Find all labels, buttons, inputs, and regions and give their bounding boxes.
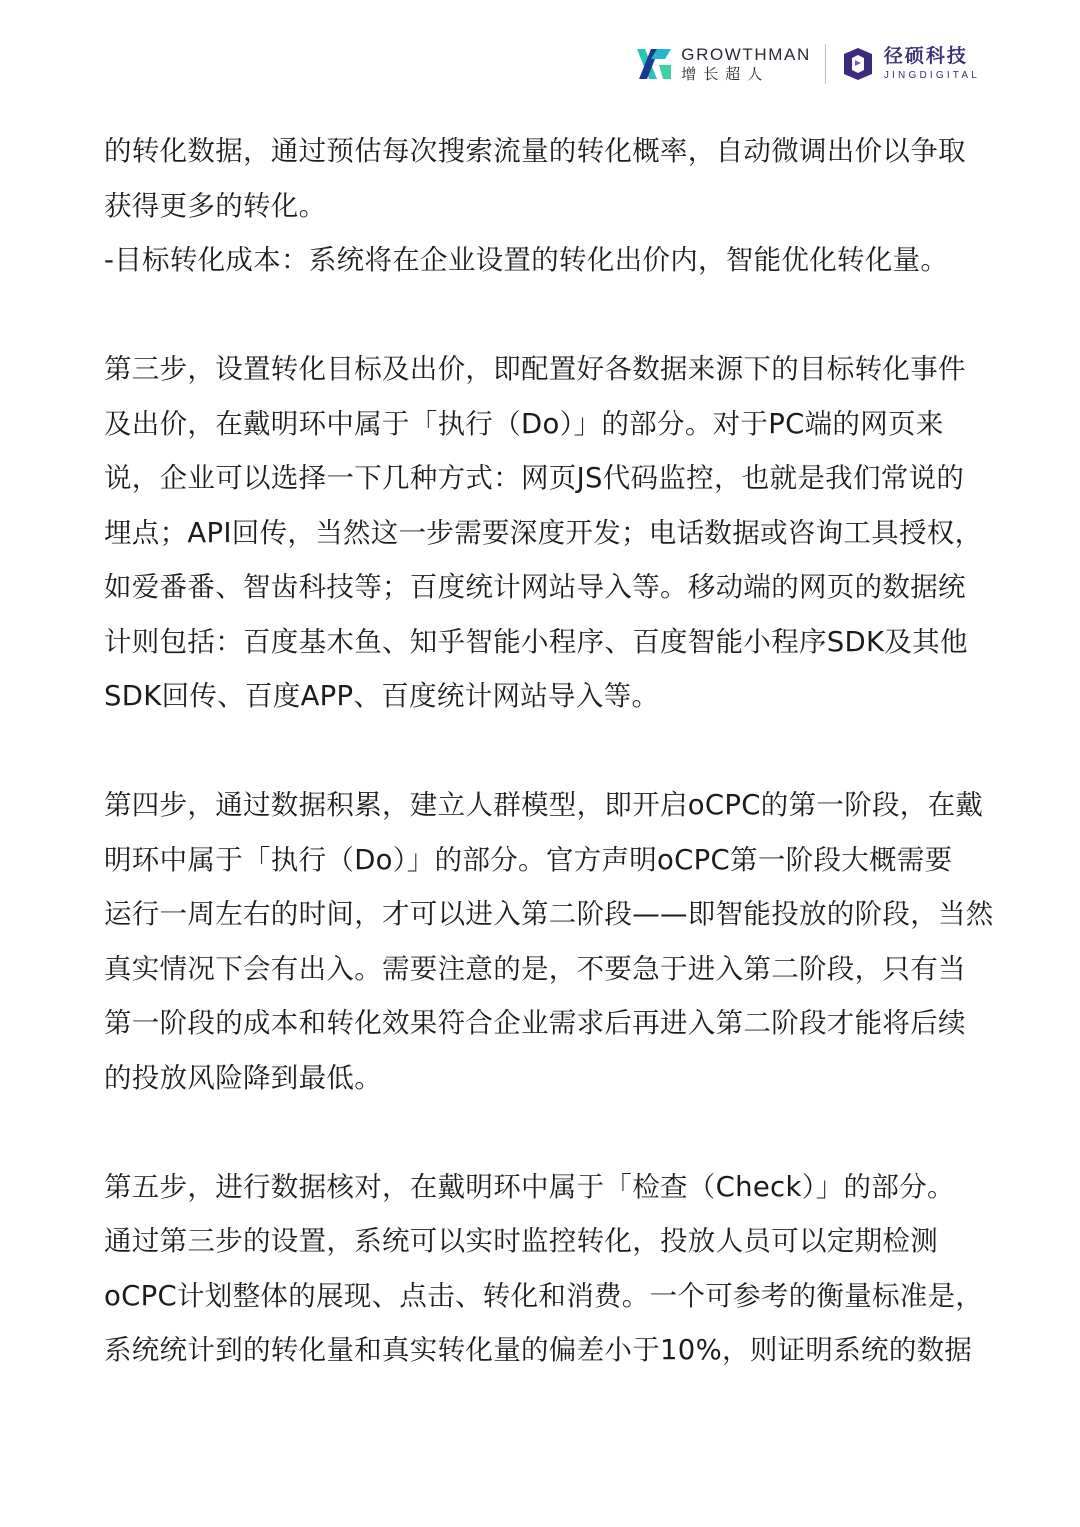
- text-line: 说，企业可以选择一下几种方式：网页JS代码监控，也就是我们常说的: [104, 462, 965, 494]
- growthman-logo: [635, 45, 811, 83]
- paragraph-gap: [104, 288, 979, 343]
- paragraph-1: [104, 124, 979, 288]
- text-line: 获得更多的转化。: [104, 189, 327, 222]
- text-line: 埋点；API回传，当然这一步需要深度开发；电话数据或咨询工具授权，: [104, 516, 983, 549]
- jingdigital-name-cn: 径硕科技: [883, 45, 968, 67]
- text-line: -目标转化成本：系统将在企业设置的转化出价内，智能优化转化量。: [104, 244, 949, 276]
- text-line: SDK回传、百度APP、百度统计网站导入等。: [104, 680, 660, 712]
- paragraph-2: [104, 342, 983, 724]
- text-line: 运行一周左右的时间，才可以进入第二阶段——即智能投放的阶段，当然: [104, 898, 994, 930]
- paragraph-gap: [104, 724, 979, 779]
- text-line: 真实情况下会有出入。需要注意的是，不要急于进入第二阶段，只有当: [104, 952, 966, 985]
- text-line: 第三步，设置转化目标及出价，即配置好各数据来源下的目标转化事件: [104, 353, 966, 385]
- paragraph-gap: [104, 1105, 979, 1160]
- growthman-logo-icon: [635, 45, 673, 83]
- growthman-name-cn: 增长超人: [681, 65, 770, 83]
- text-line: 的转化数据，通过预估每次搜索流量的转化概率，自动微调出价以争取: [104, 135, 966, 167]
- growthman-name-en: GROWTHMAN: [681, 45, 811, 64]
- paragraph-3: [104, 778, 994, 1105]
- text-line: 的投放风险降到最低。: [104, 1061, 382, 1094]
- logo-divider: [825, 44, 826, 84]
- jingdigital-name-en: JINGDIGITAL: [883, 70, 980, 81]
- text-line: 系统统计到的转化量和真实转化量的偏差小于10%，则证明系统的数据: [104, 1334, 973, 1366]
- text-line: 及出价，在戴明环中属于「执行（Do）」的部分。对于PC端的网页来: [104, 407, 944, 440]
- text-line: 第一阶段的成本和转化效果符合企业需求后再进入第二阶段才能将后续: [104, 1007, 966, 1039]
- text-line: 计则包括：百度基木鱼、知乎智能小程序、百度智能小程序SDK及其他: [104, 625, 968, 658]
- header: [635, 44, 980, 84]
- text-line: 第五步，进行数据核对，在戴明环中属于「检查（Check）」的部分。: [104, 1170, 955, 1203]
- text-line: 第四步，通过数据积累，建立人群模型，即开启oCPC的第一阶段，在戴: [104, 789, 984, 821]
- article-body: [104, 124, 994, 1378]
- paragraph-4: [104, 1160, 984, 1378]
- text-line: 通过第三步的设置，系统可以实时监控转化，投放人员可以定期检测: [104, 1225, 938, 1257]
- text-line: 如爱番番、智齿科技等；百度统计网站导入等。移动端的网页的数据统: [104, 571, 966, 603]
- text-line: 明环中属于「执行（Do）」的部分。官方声明oCPC第一阶段大概需要: [104, 843, 953, 876]
- text-line: oCPC计划整体的展现、点击、转化和消费。一个可参考的衡量标准是，: [104, 1279, 984, 1312]
- jingdigital-logo: [840, 46, 980, 82]
- jingdigital-logo-icon: [840, 46, 876, 82]
